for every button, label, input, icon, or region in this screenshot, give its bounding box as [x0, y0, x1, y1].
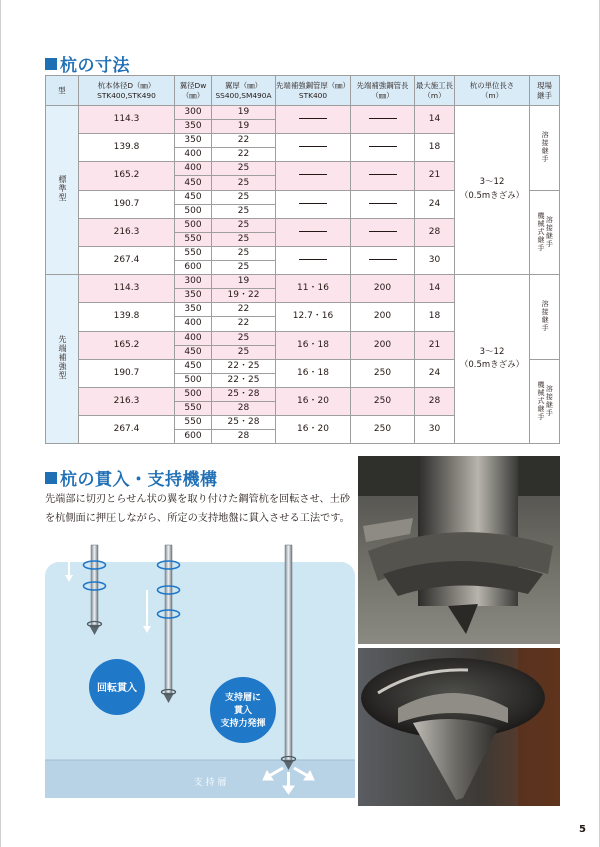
dash-mark [369, 174, 397, 175]
blade-thickness-cell: 25 [212, 176, 276, 190]
site-joint-mech: 機械式継手 [537, 381, 545, 422]
header-tip-thickness: 先端補強鋼管厚（㎜） STK400 [276, 76, 351, 106]
diameter-cell: 190.7 [79, 190, 175, 218]
tip-length-cell: 200 [351, 275, 415, 303]
tip-thickness-cell [276, 106, 351, 134]
header-max-length: 最大施工長 （m） [415, 76, 455, 106]
blade-thickness-cell: 22 [212, 303, 276, 317]
tip-thickness-cell [276, 246, 351, 274]
header-diameter: 杭本体径D（㎜） STK400,STK490 [79, 76, 175, 106]
blade-diameter-cell: 300 [175, 275, 212, 289]
max-length-cell: 18 [415, 134, 455, 162]
diameter-cell: 165.2 [79, 162, 175, 190]
blade-diameter-cell: 550 [175, 401, 212, 415]
diameter-cell: 139.8 [79, 134, 175, 162]
blade-thickness-cell: 25 [212, 345, 276, 359]
header-type: 型 [46, 76, 79, 106]
blade-thickness-cell: 22 [212, 148, 276, 162]
blade-thickness-cell: 25 [212, 218, 276, 232]
site-joint-weld: 溶接継手 [541, 299, 550, 332]
site-joint-mech-wrap [530, 212, 559, 252]
tip-thickness-cell: 16・20 [276, 387, 351, 415]
max-length-cell: 28 [415, 218, 455, 246]
category-label: 標準型 [58, 174, 67, 202]
diameter-cell: 139.8 [79, 303, 175, 331]
blade-thickness-cell: 19 [212, 106, 276, 120]
blade-thickness-cell: 19 [212, 120, 276, 134]
site-joint-mech-weld: 溶接継手 [545, 216, 554, 249]
dash-mark [369, 259, 397, 260]
max-length-cell: 21 [415, 162, 455, 190]
blade-diameter-cell: 500 [175, 218, 212, 232]
pile-dimension-table [45, 75, 560, 444]
dash-mark [299, 231, 327, 232]
unit-length-cell [455, 106, 530, 275]
max-length-cell: 14 [415, 275, 455, 303]
header-unit-length: 杭の単位長さ （m） [455, 76, 530, 106]
mechanism-description: 先端部に切刃とらせん状の翼を取り付けた鋼管杭を回転させ、土砂 を杭側面に押圧しながら、所定の支持地盤に貫入させる工法です。 [45, 494, 351, 524]
unit-length-value: 3～12 [479, 346, 505, 357]
blade-diameter-cell: 300 [175, 106, 212, 120]
diameter-cell: 190.7 [79, 359, 175, 387]
site-joint-mech: 機械式継手 [537, 212, 545, 253]
tip-thickness-cell [276, 134, 351, 162]
blade-thickness-cell: 28 [212, 430, 276, 444]
site-joint-weld: 溶接継手 [541, 130, 550, 163]
blade-diameter-cell: 550 [175, 416, 212, 430]
support-layer-label: 支 持 層 [193, 778, 227, 788]
dash-mark [299, 259, 327, 260]
tip-thickness-cell [276, 190, 351, 218]
header-blade-diameter: 翼径Dw （㎜） [175, 76, 212, 106]
blade-diameter-cell: 350 [175, 289, 212, 303]
blade-diameter-cell: 400 [175, 148, 212, 162]
blade-diameter-cell: 450 [175, 176, 212, 190]
max-length-cell: 24 [415, 359, 455, 387]
blade-diameter-cell: 500 [175, 387, 212, 401]
blade-thickness-cell: 25 [212, 190, 276, 204]
site-joint-weld-cell [530, 106, 560, 191]
title-square-icon [45, 58, 57, 70]
diameter-cell: 165.2 [79, 331, 175, 359]
unit-length-step: （0.5mきざみ） [459, 360, 525, 371]
tip-length-cell: 200 [351, 331, 415, 359]
site-joint-mech-cell [530, 190, 560, 275]
site-joint-mech-cell [530, 359, 560, 444]
blade-thickness-cell: 25 [212, 246, 276, 260]
blade-thickness-cell: 25 [212, 162, 276, 176]
header-site-joint: 現場 継手 [530, 76, 560, 106]
max-length-cell: 14 [415, 106, 455, 134]
tip-length-cell [351, 218, 415, 246]
max-length-cell: 24 [415, 190, 455, 218]
page-number: 5 [579, 824, 586, 835]
site-joint-mech-wrap [530, 381, 559, 421]
blade-thickness-cell: 25・28 [212, 387, 276, 401]
max-length-cell: 30 [415, 246, 455, 274]
support-label-line1: 支持層に [224, 693, 262, 703]
blade-thickness-cell: 22 [212, 134, 276, 148]
blade-thickness-cell: 25 [212, 261, 276, 275]
table-row [46, 275, 560, 289]
table-header-row [46, 76, 560, 106]
dash-mark [369, 203, 397, 204]
section-title-mechanism: 杭の貫入・支持機構 [45, 465, 218, 490]
blade-thickness-cell: 25 [212, 204, 276, 218]
blade-thickness-cell: 25・28 [212, 416, 276, 430]
blade-thickness-cell: 28 [212, 401, 276, 415]
tip-length-cell: 250 [351, 359, 415, 387]
site-joint-mech-weld: 溶接継手 [545, 385, 554, 418]
blade-diameter-cell: 550 [175, 246, 212, 260]
tip-thickness-cell [276, 218, 351, 246]
blade-thickness-cell: 19 [212, 275, 276, 289]
diameter-cell: 267.4 [79, 246, 175, 274]
tip-thickness-cell: 11・16 [276, 275, 351, 303]
unit-length-cell [455, 275, 530, 444]
blade-diameter-cell: 500 [175, 204, 212, 218]
dash-mark [369, 118, 397, 119]
diameter-cell: 216.3 [79, 218, 175, 246]
blade-thickness-cell: 19・22 [212, 289, 276, 303]
tip-length-cell [351, 190, 415, 218]
blade-thickness-cell: 22 [212, 317, 276, 331]
header-blade-thickness: 翼厚（㎜） SS400,SM490A [212, 76, 276, 106]
tip-length-cell [351, 106, 415, 134]
blade-diameter-cell: 400 [175, 317, 212, 331]
blade-diameter-cell: 600 [175, 261, 212, 275]
unit-length-step: （0.5mきざみ） [459, 191, 525, 202]
tip-length-cell [351, 246, 415, 274]
diameter-cell: 267.4 [79, 416, 175, 444]
max-length-cell: 28 [415, 387, 455, 415]
unit-length-value: 3～12 [479, 177, 505, 188]
category-cell [46, 275, 79, 444]
max-length-cell: 18 [415, 303, 455, 331]
blade-diameter-cell: 400 [175, 331, 212, 345]
blade-diameter-cell: 350 [175, 303, 212, 317]
tip-length-cell: 250 [351, 416, 415, 444]
blade-thickness-cell: 25 [212, 232, 276, 246]
tip-length-cell [351, 162, 415, 190]
pile-tip-photo-1 [358, 456, 560, 644]
section-title-dimensions: 杭の寸法 [45, 51, 130, 76]
tip-thickness-cell: 16・20 [276, 416, 351, 444]
blade-diameter-cell: 350 [175, 134, 212, 148]
blade-diameter-cell: 600 [175, 430, 212, 444]
pile-tip-photo-2 [358, 648, 560, 806]
dash-mark [299, 203, 327, 204]
diameter-cell: 114.3 [79, 275, 175, 303]
blade-thickness-cell: 25 [212, 331, 276, 345]
tip-length-cell [351, 134, 415, 162]
blade-diameter-cell: 400 [175, 162, 212, 176]
max-length-cell: 30 [415, 416, 455, 444]
blade-diameter-cell: 350 [175, 120, 212, 134]
blade-thickness-cell: 22・25 [212, 359, 276, 373]
dash-mark [369, 231, 397, 232]
table-row [46, 106, 560, 120]
installation-diagram [45, 540, 355, 798]
dash-mark [299, 146, 327, 147]
tip-thickness-cell: 16・18 [276, 359, 351, 387]
tip-thickness-cell: 12.7・16 [276, 303, 351, 331]
blade-diameter-cell: 550 [175, 232, 212, 246]
category-label: 先端補強型 [58, 334, 67, 380]
blade-diameter-cell: 450 [175, 359, 212, 373]
tip-thickness-cell [276, 162, 351, 190]
tip-length-cell: 200 [351, 303, 415, 331]
diameter-cell: 216.3 [79, 387, 175, 415]
diameter-cell: 114.3 [79, 106, 175, 134]
dash-mark [369, 146, 397, 147]
title-square-icon [45, 472, 57, 484]
rotation-label: 回転貫入 [97, 683, 137, 694]
tip-thickness-cell: 16・18 [276, 331, 351, 359]
tip-length-cell: 250 [351, 387, 415, 415]
blade-diameter-cell: 450 [175, 345, 212, 359]
site-joint-weld-cell [530, 275, 560, 360]
blade-diameter-cell: 500 [175, 373, 212, 387]
header-tip-length: 先端補強鋼管長 （㎜） [351, 76, 415, 106]
max-length-cell: 21 [415, 331, 455, 359]
dash-mark [299, 174, 327, 175]
support-label-line2: 貫入 [233, 706, 253, 716]
blade-diameter-cell: 450 [175, 190, 212, 204]
blade-thickness-cell: 22・25 [212, 373, 276, 387]
dash-mark [299, 118, 327, 119]
category-cell [46, 106, 79, 275]
support-label-line3: 支持力発揮 [220, 719, 266, 729]
